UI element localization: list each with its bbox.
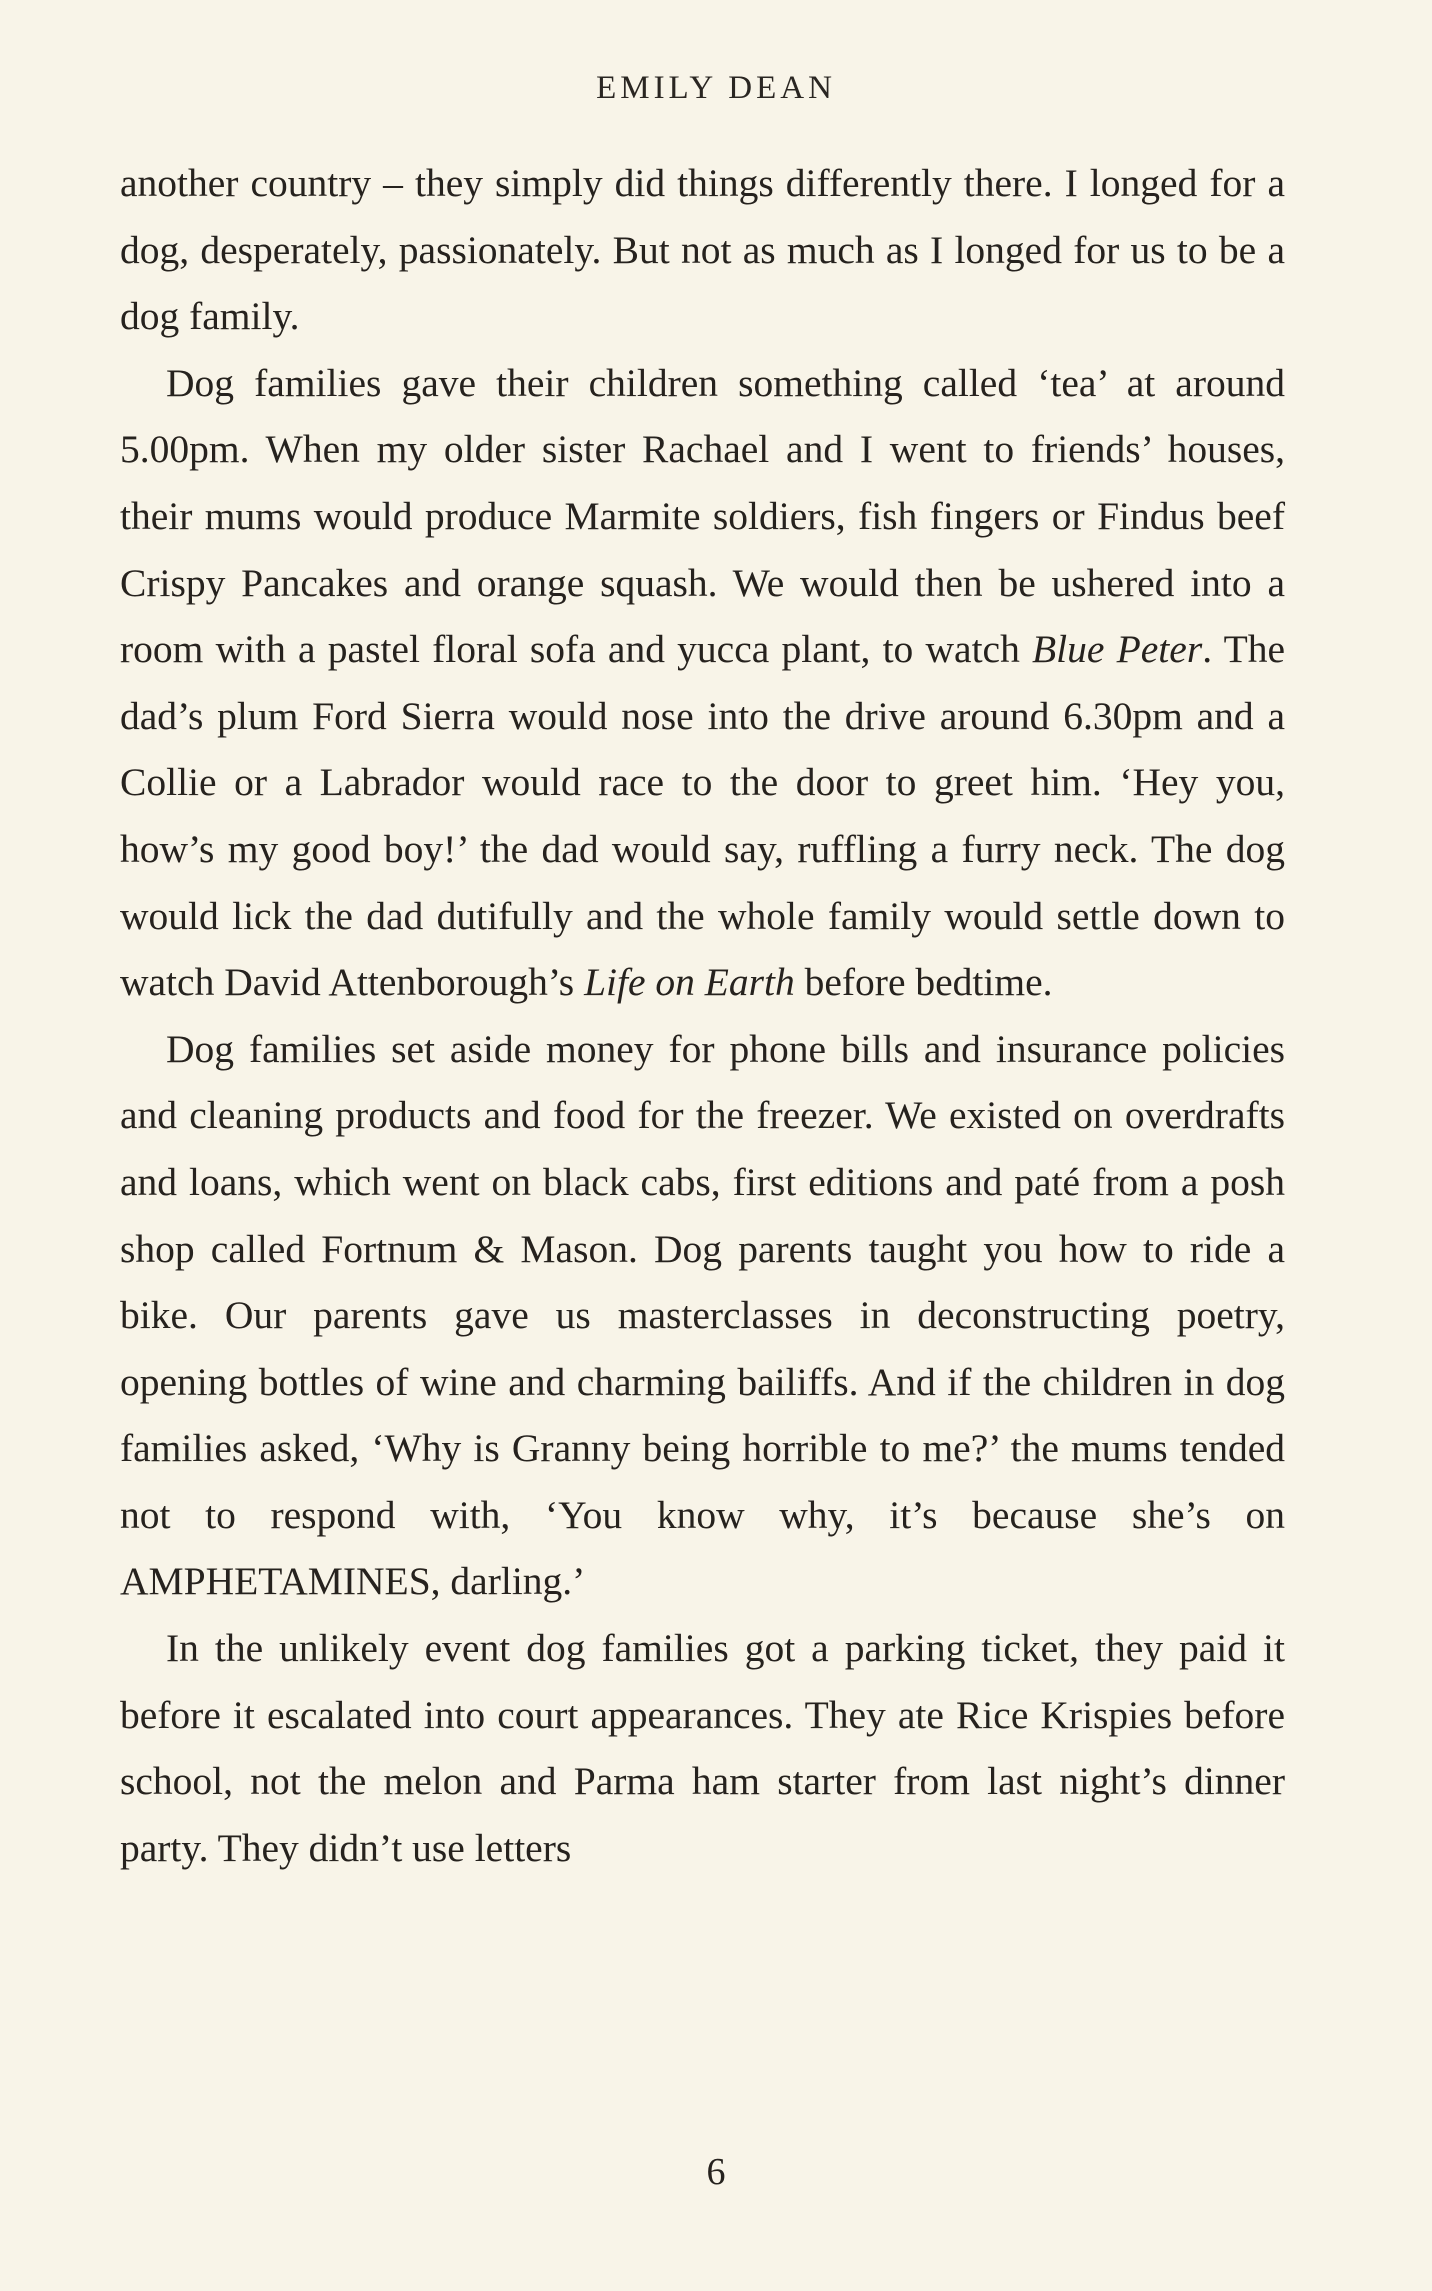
title-blue-peter: Blue Peter — [1032, 627, 1203, 672]
paragraph-2-text-b: . The dad’s plum Ford Sierra would nose into the drive around 6.30pm and a Collie or a Labrador would race to the door to greet him. ‘Hey you, how’s my good boy!’ the dad would say, ruffling a furry neck. The dog would lick the dad dutifully and the whole family would settle down to watch David Attenborough’s — [120, 627, 1285, 1005]
paragraph-3-text: Dog families set aside money for phone bills and insurance policies and cleaning products and food for the freezer. We existed on overdrafts and loans, which went on black cabs, first editions and paté from a posh shop called Fortnum & Mason. Dog parents taught you how to ride a bike. Our parents gave us masterclasses in deconstructing poetry, opening bottles of wine and charming bailiffs. And if the children in dog families asked, ‘Why is Granny being horrible to me?’ the mums tended not to respond with, ‘You know why, it’s because she’s on AMPHETAMINES, darling.’ — [120, 1026, 1285, 1604]
body-text — [120, 150, 1285, 1881]
paragraph-1-text: another country – they simply did things differently there. I longed for a dog, desperately, passionately. But not as much as I longed for us to be a dog family. — [120, 161, 1285, 339]
paragraph-4-text: In the unlikely event dog families got a parking ticket, they paid it before it escalated into court appearances. They ate Rice Krispies before school, not the melon and Parma ham starter from last night’s dinner party. They didn’t use letters — [120, 1626, 1285, 1870]
paragraph-2-text-c: before bedtime. — [794, 960, 1053, 1005]
paragraph-3 — [120, 1016, 1285, 1615]
running-head: EMILY DEAN — [596, 70, 836, 106]
paragraph-2-text-a: Dog families gave their children something called ‘tea’ at around 5.00pm. When my older sister Rachael and I went to friends’ houses, their mums would produce Marmite soldiers, fish fingers or Findus beef Crispy Pancakes and orange squash. We would then be ushered into a room with a pastel floral sofa and yucca plant, to watch — [120, 360, 1285, 672]
page-number: 6 — [706, 2151, 726, 2193]
title-life-on-earth: Life on Earth — [584, 960, 795, 1005]
paragraph-2 — [120, 350, 1285, 1016]
paragraph-4 — [120, 1615, 1285, 1881]
paragraph-1 — [120, 150, 1285, 350]
